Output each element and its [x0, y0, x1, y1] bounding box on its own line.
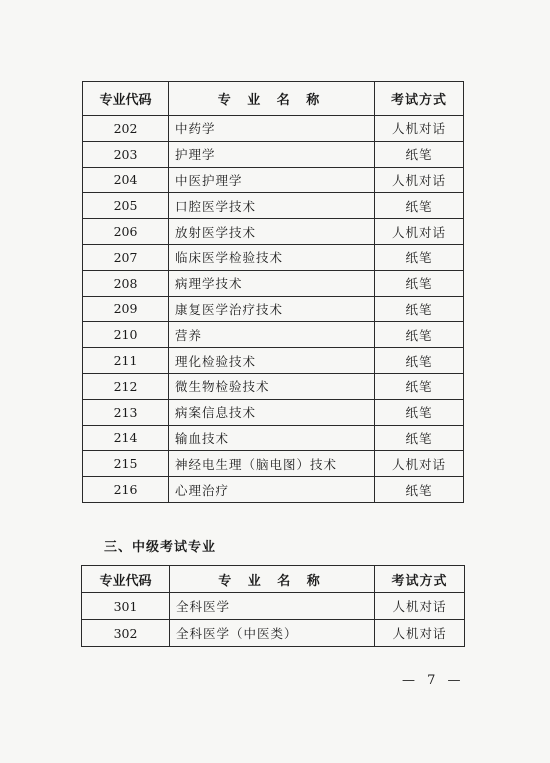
cell-mode: 人机对话	[375, 219, 464, 245]
cell-name: 中药学	[169, 116, 375, 142]
header-code: 专业代码	[83, 82, 169, 116]
cell-code: 302	[82, 620, 170, 647]
table-row	[83, 451, 464, 477]
cell-name: 营养	[169, 322, 375, 348]
table-row	[83, 116, 464, 142]
cell-mode: 人机对话	[375, 451, 464, 477]
cell-mode: 纸笔	[375, 425, 464, 451]
cell-mode: 人机对话	[375, 116, 464, 142]
table-header-row	[82, 566, 465, 593]
cell-code: 202	[83, 116, 169, 142]
cell-mode: 人机对话	[375, 620, 465, 647]
table-row	[83, 244, 464, 270]
header-mode: 考试方式	[375, 82, 464, 116]
cell-code: 211	[83, 348, 169, 374]
cell-code: 215	[83, 451, 169, 477]
table-row	[83, 219, 464, 245]
table-row	[82, 620, 465, 647]
cell-code: 205	[83, 193, 169, 219]
cell-code: 213	[83, 399, 169, 425]
table-row	[83, 141, 464, 167]
header-name: 专 业 名 称	[170, 566, 375, 593]
cell-name: 放射医学技术	[169, 219, 375, 245]
cell-mode: 纸笔	[375, 193, 464, 219]
table-row	[83, 193, 464, 219]
cell-code: 207	[83, 244, 169, 270]
table-row	[83, 322, 464, 348]
cell-mode: 纸笔	[375, 399, 464, 425]
cell-code: 216	[83, 477, 169, 503]
cell-name: 心理治疗	[169, 477, 375, 503]
table-row	[83, 167, 464, 193]
table-row	[83, 373, 464, 399]
table-row	[83, 296, 464, 322]
cell-mode: 纸笔	[375, 348, 464, 374]
cell-name: 口腔医学技术	[169, 193, 375, 219]
cell-code: 301	[82, 593, 170, 620]
header-name: 专 业 名 称	[169, 82, 375, 116]
cell-mode: 纸笔	[375, 296, 464, 322]
cell-code: 209	[83, 296, 169, 322]
exam-specialty-table-primary	[82, 81, 464, 503]
cell-mode: 纸笔	[375, 322, 464, 348]
cell-name: 理化检验技术	[169, 348, 375, 374]
cell-name: 神经电生理（脑电图）技术	[169, 451, 375, 477]
cell-name: 微生物检验技术	[169, 373, 375, 399]
cell-code: 206	[83, 219, 169, 245]
cell-name: 全科医学（中医类）	[170, 620, 375, 647]
cell-mode: 纸笔	[375, 373, 464, 399]
cell-name: 病案信息技术	[169, 399, 375, 425]
cell-name: 临床医学检验技术	[169, 244, 375, 270]
table-row	[83, 348, 464, 374]
header-code: 专业代码	[82, 566, 170, 593]
table-row	[83, 399, 464, 425]
cell-mode: 人机对话	[375, 593, 465, 620]
cell-mode: 纸笔	[375, 141, 464, 167]
cell-code: 210	[83, 322, 169, 348]
cell-mode: 纸笔	[375, 270, 464, 296]
table-row	[83, 425, 464, 451]
cell-mode: 纸笔	[375, 477, 464, 503]
cell-code: 214	[83, 425, 169, 451]
cell-name: 护理学	[169, 141, 375, 167]
section-heading: 三、中级考试专业	[104, 540, 217, 555]
cell-code: 204	[83, 167, 169, 193]
table-body	[82, 593, 465, 647]
cell-code: 212	[83, 373, 169, 399]
table-row	[83, 270, 464, 296]
exam-specialty-table-intermediate	[81, 565, 465, 647]
cell-name: 输血技术	[169, 425, 375, 451]
cell-mode: 纸笔	[375, 244, 464, 270]
table-body	[83, 116, 464, 503]
table-row	[83, 477, 464, 503]
cell-name: 康复医学治疗技术	[169, 296, 375, 322]
cell-mode: 人机对话	[375, 167, 464, 193]
table-header-row	[83, 82, 464, 116]
page-number: — 7 —	[402, 673, 465, 688]
cell-name: 中医护理学	[169, 167, 375, 193]
cell-code: 203	[83, 141, 169, 167]
table-row	[82, 593, 465, 620]
header-mode: 考试方式	[375, 566, 465, 593]
cell-name: 全科医学	[170, 593, 375, 620]
cell-name: 病理学技术	[169, 270, 375, 296]
cell-code: 208	[83, 270, 169, 296]
